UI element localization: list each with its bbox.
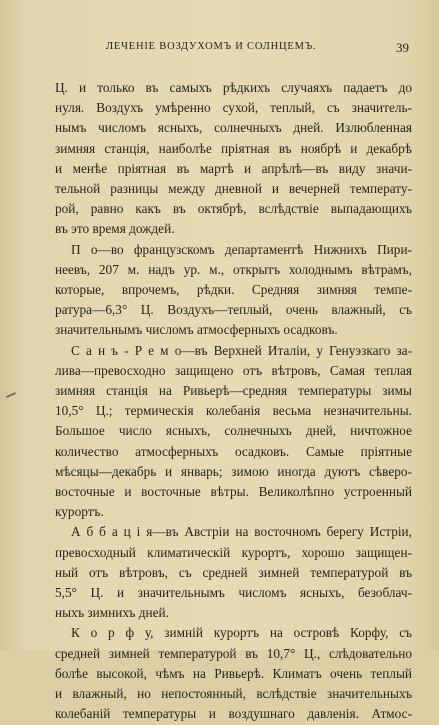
- body-text: [55, 78, 412, 725]
- text-line: К о р ф у, зимній курортъ на островѣ Корфу, съ: [71, 625, 412, 641]
- text-line: болѣе высокой, чѣмъ на Ривьерѣ. Климатъ очень теплый: [55, 665, 412, 681]
- paragraph: [55, 522, 412, 623]
- page-number: 39: [396, 40, 409, 55]
- text-line: колебаній температуры и воздушнаго давленія. Атмос-: [55, 706, 412, 722]
- margin-mark: [6, 392, 16, 398]
- text-line: курортъ.: [55, 504, 104, 520]
- text-line: П о—во французскомъ департаментѣ Нижнихъ Пири-: [71, 241, 412, 257]
- running-header: [54, 40, 409, 56]
- text-line: которые, впрочемъ, рѣдки. Средняя зимняя темпе-: [55, 282, 412, 298]
- text-line: лива—превосходно защищено отъ вѣтровъ, Самая теплая: [55, 362, 412, 378]
- paragraph: [55, 240, 412, 341]
- text-line: мѣсяцы—декабрь и январь; зимою иногда дуютъ сѣверо-: [55, 463, 412, 479]
- text-line: ный отъ вѣтровъ, съ средней зимней температурой въ: [55, 564, 412, 580]
- text-line: нымъ числомъ ясныхъ, солнечныхъ дней. Излюбленная: [55, 120, 412, 136]
- paragraph: [55, 78, 412, 240]
- text-line: и влажный, но непостоянный, вслѣдствіе значительныхъ: [55, 686, 412, 702]
- text-line: рой, равно какъ въ октябрѣ, вслѣдствіе выпадающихъ: [55, 201, 412, 217]
- text-line: восточные и восточные вѣтры. Великолѣпно устроенный: [55, 484, 412, 500]
- text-line: превосходный климатическій курортъ, хорошо защищен-: [55, 544, 412, 560]
- text-line: неевъ, 207 м. надъ ур. м., открытъ холоднымъ вѣтрамъ,: [55, 261, 412, 277]
- text-line: 5,5° Ц. и значительнымъ числомъ ясныхъ, безоблач-: [55, 585, 412, 601]
- text-line: зимняя станція на Ривьерѣ—средняя температуры зимы: [55, 383, 412, 399]
- text-line: средней зимней температурой въ 10,7° Ц., слѣдовательно: [55, 645, 412, 661]
- text-line: значительнымъ числомъ атмосферныхъ осадковъ.: [55, 322, 338, 338]
- text-line: ратура—6,3° Ц. Воздухъ—теплый, очень влажный, съ: [55, 302, 412, 318]
- text-line: Большое число ясныхъ, солнечныхъ дней, ничтожное: [55, 423, 412, 439]
- text-line: въ это время дождей.: [55, 221, 175, 237]
- text-line: тельной разницы между дневной и вечерней температу-: [55, 181, 412, 197]
- text-line: 10,5° Ц.; термическія колебанія весьма незначительны.: [55, 403, 412, 419]
- text-line: Ц. и только въ самыхъ рѣдкихъ случаяхъ падаетъ до: [55, 80, 412, 95]
- text-line: С а н ъ - Р е м о—въ Верхней Италіи, у Генуэзкаго за-: [71, 342, 412, 358]
- text-line: количество атмосферныхъ осадковъ. Самые пріятные: [55, 443, 412, 459]
- text-line: зимняя станція, наиболѣе пріятная въ ноябрѣ и декабрѣ: [55, 140, 412, 156]
- paragraph: [55, 623, 412, 724]
- text-line: А б б а ц і я—въ Австріи на восточномъ берегу Истріи,: [71, 524, 412, 540]
- paragraph: [55, 341, 412, 523]
- text-line: ныхъ зимнихъ дней.: [55, 605, 169, 621]
- header-title: ЛЕЧЕНІЕ ВОЗДУХОМЪ И СОЛНЦЕМЪ.: [106, 41, 317, 52]
- text-line: нуля. Воздухъ умѣренно сухой, теплый, съ значитель-: [55, 100, 412, 116]
- text-line: и менѣе пріятная въ мартѣ и апрѣлѣ—въ виду значи-: [55, 160, 412, 176]
